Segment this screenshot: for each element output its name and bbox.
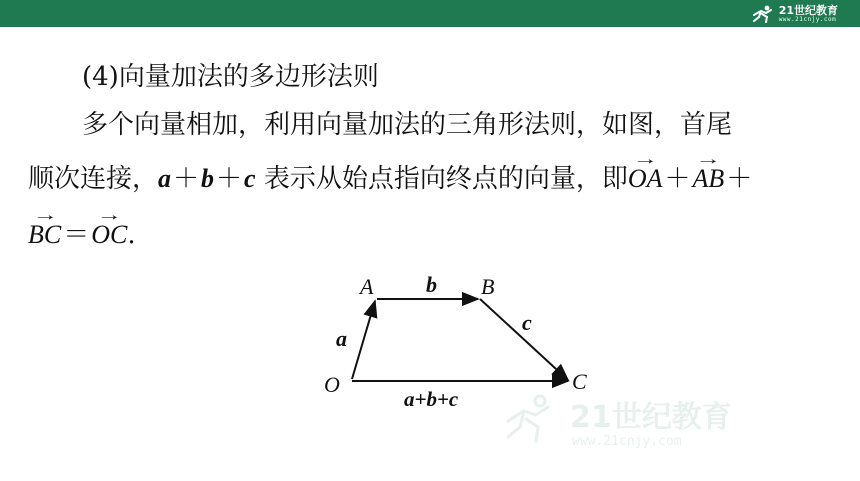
header-bar (0, 0, 860, 27)
text-sequential-connect: 顺次连接， (28, 164, 159, 194)
vector-label-b: b (426, 272, 437, 297)
vector-AB: → AB (693, 166, 725, 192)
plus-sign: ＋ (216, 164, 243, 193)
logo-url: www.21cnjy.com (778, 15, 837, 23)
point-label-O: O (324, 372, 340, 397)
vector-a-arrow (352, 301, 375, 379)
paragraph-line-3 (28, 222, 136, 248)
plus-sign: ＋ (664, 164, 691, 193)
vector-OC: → OC (91, 222, 127, 248)
equals-sign: ＝ (63, 220, 90, 249)
vector-OA: → OA (628, 166, 663, 192)
watermark-url: www.21cnjy.com (572, 434, 682, 449)
paragraph-line-2 (28, 166, 754, 192)
watermark-runner-icon (508, 396, 548, 441)
plus-sign: ＋ (726, 164, 753, 193)
section-heading: (4)向量加法的多边形法则 (82, 62, 379, 92)
runner-logo-icon (750, 5, 776, 23)
vector-label-c: c (522, 310, 532, 335)
period: . (127, 220, 136, 250)
symbol-c: c (244, 164, 256, 193)
point-label-B: B (481, 274, 495, 299)
point-label-A: A (360, 274, 374, 299)
symbol-b: b (201, 164, 215, 193)
vector-BC: → BC (28, 222, 61, 248)
watermark-logo (500, 391, 790, 451)
logo-text: 21世纪教育 (778, 3, 838, 17)
text-meaning: 表示从始点指向终点的向量，即 (255, 164, 628, 194)
point-label-C: C (572, 369, 587, 394)
plus-sign: ＋ (173, 164, 200, 193)
vector-label-a: a (336, 326, 347, 351)
symbol-a: a (158, 164, 172, 193)
watermark-text: 21世纪教育 (570, 400, 732, 435)
vector-label-sum: a+b+c (404, 387, 459, 411)
site-logo[interactable] (750, 4, 838, 23)
paragraph-line-1: 多个向量相加，利用向量加法的三角形法则，如图，首尾 (82, 110, 733, 140)
